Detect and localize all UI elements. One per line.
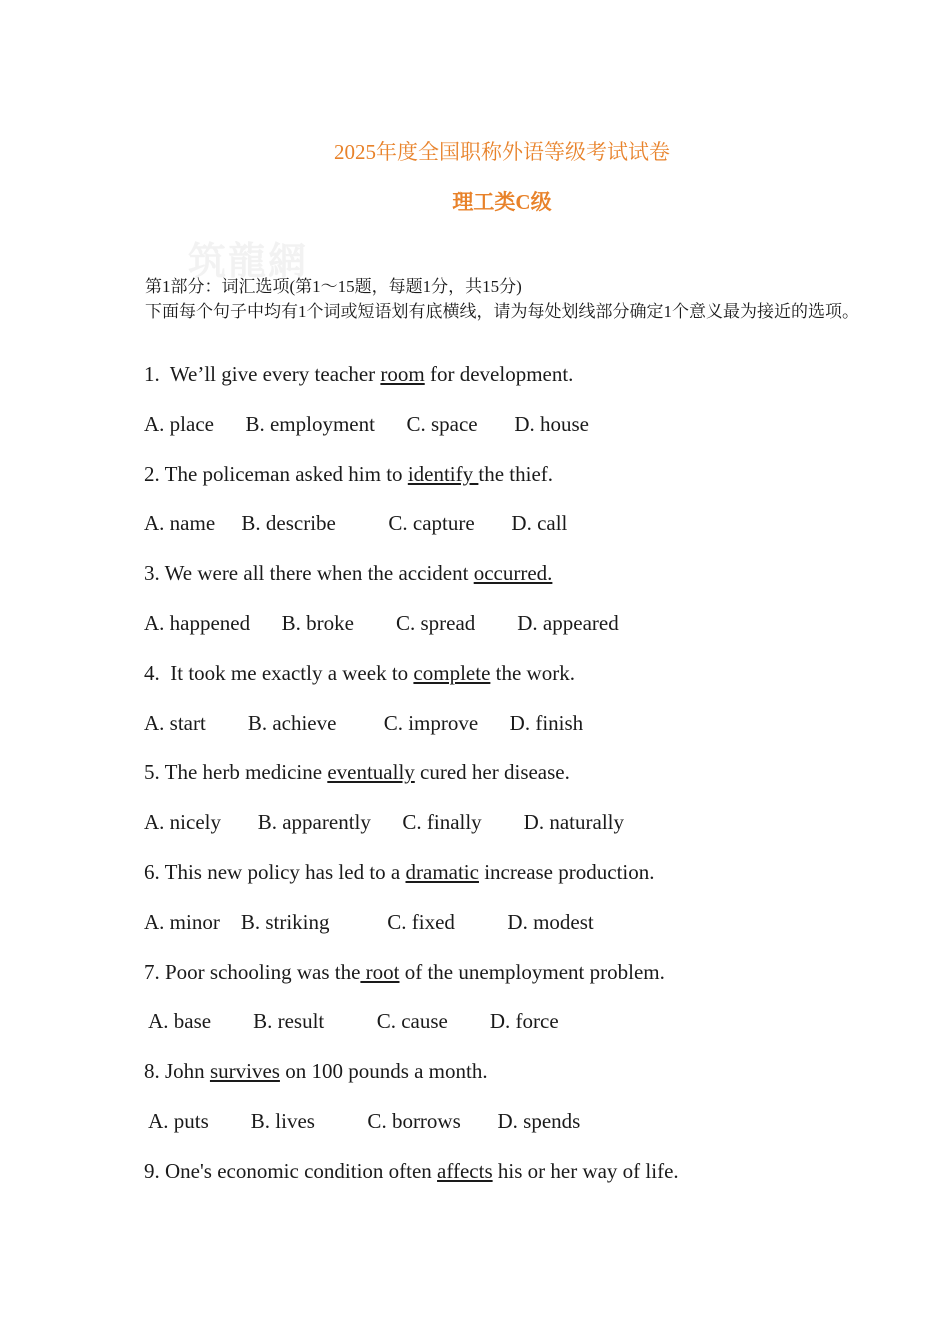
underlined-word: survives [209,1059,280,1084]
question-5 [144,757,884,807]
question-7 [144,957,884,1007]
question-stem: 8. John [144,1059,210,1084]
question-stem-end: for development. [424,362,574,386]
question-8 [144,1056,884,1106]
question-stem-end: of the unemployment problem. [399,959,665,984]
question-stem-end: the thief. [478,461,554,486]
document-subtitle: 理工类C级 [452,190,552,214]
answer-options: A. happened B. broke C. spread D. appeared [144,610,619,635]
underlined-word: occurred. [473,561,553,586]
question-stem-end: on 100 pounds a month. [279,1059,488,1084]
question-9 [144,1156,884,1206]
underlined-word: root [360,959,400,984]
section-header [145,274,865,324]
question-5-options [144,807,884,857]
question-stem-end: cured her disease. [414,760,570,785]
question-3-options [144,608,884,658]
answer-options: A. puts B. lives C. borrows D. spends [144,1108,581,1133]
answer-options: A. nicely B. apparently C. finally D. naturally [144,810,624,835]
question-stem: 2. The policeman asked him to [144,461,408,486]
question-2 [144,459,884,509]
answer-options: A. place B. employment C. space D. house [144,411,589,436]
question-3 [144,558,884,608]
question-stem: 9. One's economic condition often [144,1158,438,1183]
question-stem: 3. We were all there when the accident [144,561,474,586]
question-stem-end: his or her way of life. [492,1158,679,1183]
underlined-word: eventually [327,760,415,785]
question-stem-end: the work. [490,660,575,685]
watermark-logo: 筑龍網 [188,241,309,283]
question-4-options [144,708,884,758]
underlined-word: identify [407,461,479,486]
question-stem: 7. Poor schooling was the [144,959,361,984]
underlined-word: dramatic [405,859,479,884]
answer-options: A. minor B. striking C. fixed D. modest [144,909,594,934]
question-stem: 1. We’ll give every teacher [144,362,381,386]
underlined-word: affects [437,1158,493,1183]
question-stem-end: increase production. [478,859,655,884]
answer-options: A. name B. describe C. capture D. call [144,511,568,536]
question-list [144,359,884,1206]
question-6 [144,857,884,907]
question-4 [144,658,884,708]
question-8-options [144,1106,884,1156]
question-7-options [144,1006,884,1056]
question-6-options [144,907,884,957]
question-1 [144,359,884,409]
question-2-options [144,508,884,558]
section-instructions: 下面每个句子中均有1个词或短语划有底横线，请为每处划线部分确定1个意义最为接近的选项。 [145,302,859,321]
answer-options: A. base B. result C. cause D. force [144,1009,559,1034]
question-stem: 6. This new policy has led to a [144,859,406,884]
question-stem: 4. It took me exactly a week to [144,660,414,685]
section-heading: 第1部分：词汇选项(第1～15题，每题1分，共15分) [145,277,522,296]
question-stem: 5. The herb medicine [144,760,328,785]
underlined-word: complete [413,660,491,685]
answer-options: A. start B. achieve C. improve D. finish [144,710,584,735]
underlined-word: room [380,362,425,386]
document-title: 2025年度全国职称外语等级考试试卷 [334,140,670,164]
question-1-options [144,409,884,459]
